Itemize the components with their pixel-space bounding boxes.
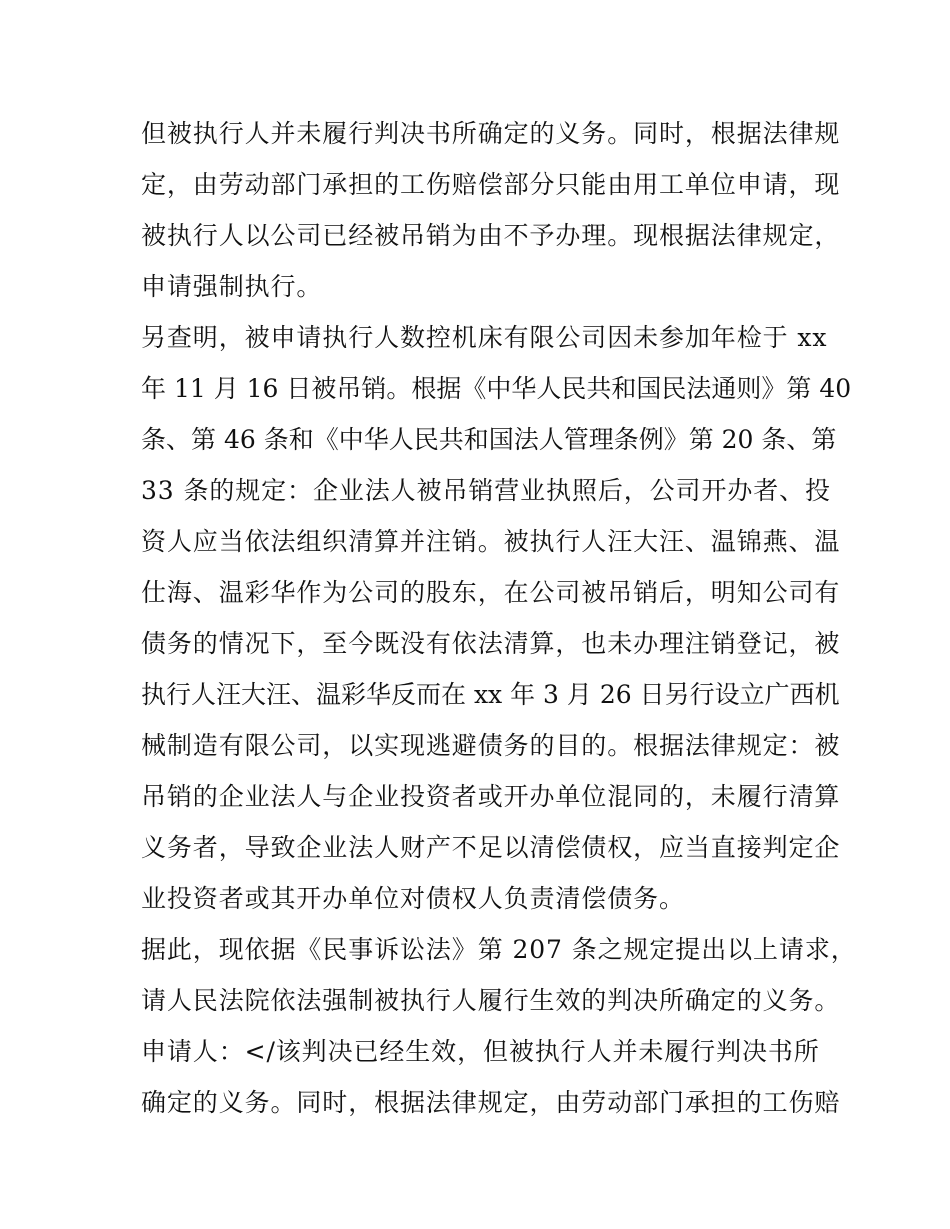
text-line-14: 吊销的企业法人与企业投资者或开办单位混同的，未履行清算	[141, 782, 841, 811]
text-line-2: 定，由劳动部门承担的工伤赔偿部分只能由用工单位申请，现	[141, 170, 841, 199]
text-line-3: 被执行人以公司已经被吊销为由不予办理。现根据法律规定，	[141, 221, 841, 250]
text-line-13: 械制造有限公司，以实现逃避债务的目的。根据法律规定：被	[141, 731, 841, 760]
document-body	[141, 108, 857, 1128]
text-line-11: 债务的情况下，至今既没有依法清算，也未办理注销登记，被	[141, 629, 841, 658]
text-line-16: 业投资者或其开办单位对债权人负责清偿债务。	[141, 884, 685, 913]
text-line-5: 另查明，被申请执行人数控机床有限公司因未参加年检于 xx	[141, 323, 828, 352]
text-line-18: 请人民法院依法强制被执行人履行生效的判决所确定的义务。	[141, 986, 841, 1015]
text-line-10: 仕海、温彩华作为公司的股东，在公司被吊销后，明知公司有	[141, 578, 841, 607]
text-line-9: 资人应当依法组织清算并注销。被执行人汪大汪、温锦燕、温	[141, 527, 841, 556]
text-line-15: 义务者，导致企业法人财产不足以清偿债权，应当直接判定企	[141, 833, 841, 862]
text-line-20: 确定的义务。同时，根据法律规定，由劳动部门承担的工伤赔	[141, 1088, 841, 1117]
text-line-19: 申请人：</该判决已经生效，但被执行人并未履行判决书所	[141, 1037, 820, 1066]
text-line-7: 条、第 46 条和《中华人民共和国法人管理条例》第 20 条、第	[141, 425, 837, 454]
text-line-12: 执行人汪大汪、温彩华反而在 xx 年 3 月 26 日另行设立广西机	[141, 680, 840, 709]
text-line-1: 但被执行人并未履行判决书所确定的义务。同时，根据法律规	[141, 119, 841, 148]
text-line-6: 年 11 月 16 日被吊销。根据《中华人民共和国民法通则》第 40	[141, 374, 852, 403]
text-line-4: 申请强制执行。	[141, 272, 323, 301]
text-line-17: 据此，现依据《民事诉讼法》第 207 条之规定提出以上请求，	[141, 935, 857, 964]
text-line-8: 33 条的规定：企业法人被吊销营业执照后，公司开办者、投	[141, 476, 831, 505]
